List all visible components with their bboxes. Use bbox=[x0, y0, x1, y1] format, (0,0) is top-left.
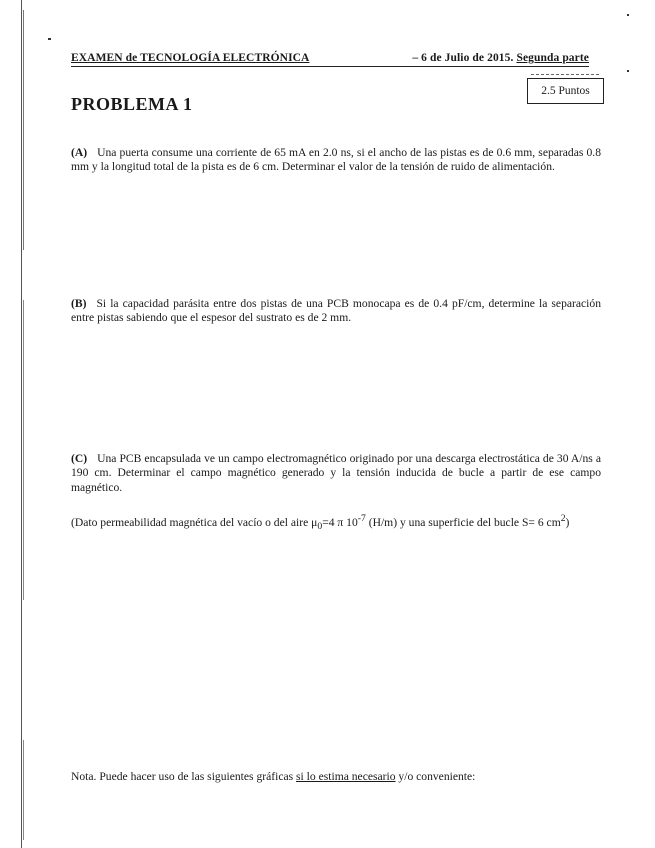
scan-edge-line bbox=[21, 0, 22, 848]
area-exponent: 2 bbox=[560, 513, 566, 524]
problem-c bbox=[71, 452, 601, 495]
problem-b-text: Si la capacidad parásita entre dos pistas de una PCB monocapa es de 0.4 pF/cm, determine la separación entre pistas sabiendo que el espesor del sustrato es de 2 mm. bbox=[71, 297, 601, 325]
exam-title: EXAMEN de TECNOLOGÍA ELECTRÓNICA bbox=[71, 52, 310, 64]
problem-a bbox=[71, 146, 601, 175]
problem-a-label: (A) bbox=[71, 146, 88, 159]
graphs-note bbox=[71, 770, 475, 783]
data-note-rest: (H/m) y una superficie del bucle S= 6 cm bbox=[365, 515, 561, 529]
points-box: 2.5 Puntos bbox=[527, 78, 604, 104]
problem-c-text: Una PCB encapsulada ve un campo electromagnético originado por una descarga electrostática de 30 A/ns a 190 cm. Determinar el campo magnético generado y la tensión inducida de bucle a partir de ese campo magnético. bbox=[71, 452, 601, 494]
exam-date-prefix: – 6 de Julio de 2015. bbox=[412, 52, 514, 64]
mu-exponent: -7 bbox=[357, 513, 366, 524]
scan-dot bbox=[627, 14, 629, 16]
data-note-close: ) bbox=[565, 515, 570, 529]
exam-date bbox=[412, 52, 589, 64]
note-start: Nota. Puede hacer uso de las siguientes gráficas bbox=[71, 770, 297, 783]
scan-dot bbox=[48, 38, 51, 40]
note-underlined: si lo estima necesario bbox=[296, 770, 396, 783]
problem-a-text: Una puerta consume una corriente de 65 mA en 2.0 ns, si el ancho de las pistas es de 0.6 mm, separadas 0.8 mm y la longitud total de la pista es de 6 cm. Determinar el valor de la tensión de ruido de alimentación. bbox=[71, 146, 601, 174]
scan-edge-line bbox=[23, 740, 24, 840]
points-box-dashes bbox=[531, 74, 599, 75]
mu-value: =4 π 10 bbox=[322, 515, 358, 529]
data-note-start: (Dato permeabilidad magnética del vacío o del aire bbox=[71, 515, 312, 529]
scan-edge-line bbox=[23, 300, 24, 600]
problem-c-label: (C) bbox=[71, 452, 88, 465]
problem-b bbox=[71, 297, 601, 326]
problem-b-label: (B) bbox=[71, 297, 87, 310]
data-note bbox=[71, 512, 601, 535]
mu-subscript: 0 bbox=[317, 521, 323, 533]
problem-title: PROBLEMA 1 bbox=[71, 94, 193, 114]
header-rule bbox=[71, 66, 589, 67]
note-end: y/o conveniente: bbox=[395, 770, 476, 783]
mu-symbol: μ bbox=[311, 515, 318, 529]
exam-part: Segunda parte bbox=[516, 52, 589, 64]
scan-dot bbox=[627, 70, 629, 72]
scan-edge-line bbox=[23, 10, 24, 250]
